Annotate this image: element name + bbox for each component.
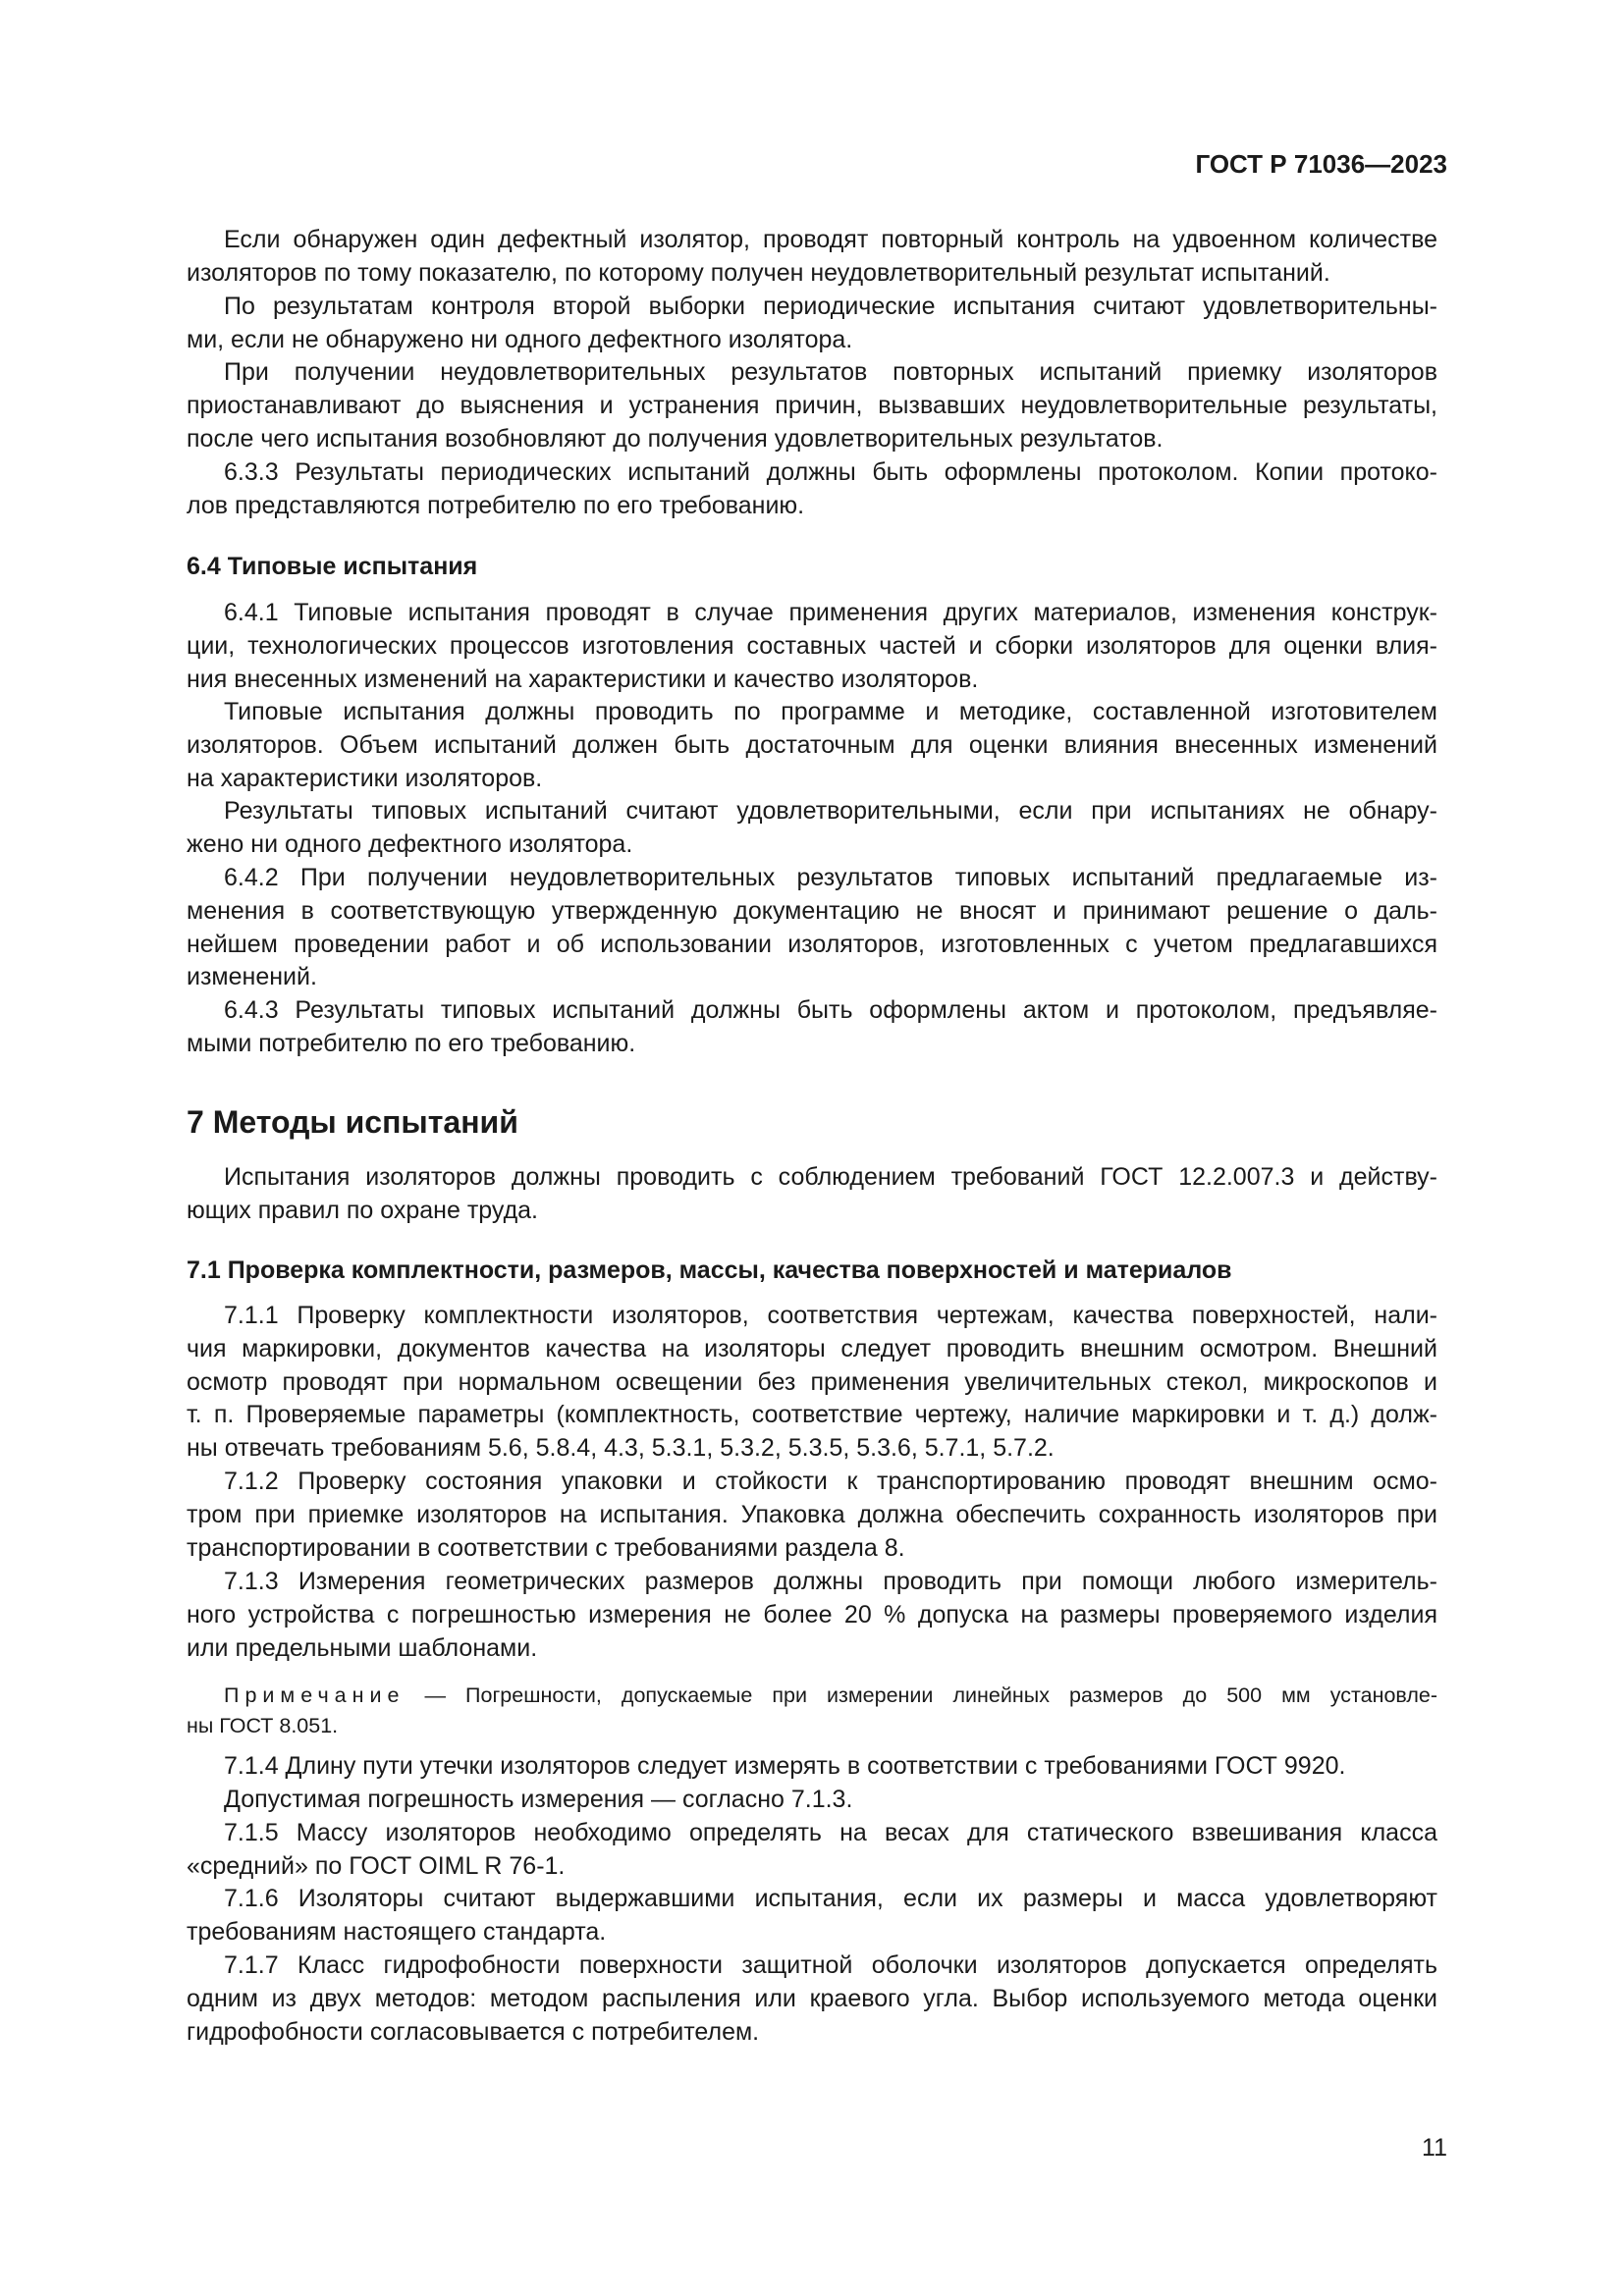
- text-line: т. п. Проверяемые параметры (комплектность, соответствие чертежу, наличие маркировки и т. д.) долж-: [187, 1401, 1437, 1429]
- text-line: 7.1.5 Массу изоляторов необходимо определять на весах для статического взвешивания класса: [224, 1819, 1437, 1846]
- paragraph: [187, 994, 1437, 1061]
- text-line: осмотр проводят при нормальном освещении без применения увеличительных стекол, микроскопов и: [187, 1367, 1437, 1396]
- text-line: 7.1.3 Измерения геометрических размеров должны проводить при помощи любого измеритель-: [224, 1568, 1437, 1595]
- text-line: Испытания изоляторов должны проводить с соблюдением требований ГОСТ 12.2.007.3 и действу-: [224, 1163, 1437, 1191]
- paragraph: [187, 862, 1437, 994]
- text-line: 6.4.3 Результаты типовых испытаний должны быть оформлены актом и протоколом, предъявляе-: [224, 996, 1437, 1024]
- paragraph: [187, 597, 1437, 696]
- paragraph: [187, 1949, 1437, 2049]
- text-line: Результаты типовых испытаний считают удовлетворительными, если при испытаниях не обнару-: [224, 797, 1437, 825]
- text-line: ного устройства с погрешностью измерения не более 20 % допуска на размеры проверяемого изделия: [187, 1600, 1437, 1629]
- text-line: При получении неудовлетворительных результатов повторных испытаний приемку изоляторов: [224, 358, 1437, 386]
- paragraph: [187, 1566, 1437, 1665]
- text-line: ции, технологических процессов изготовления составных частей и сборки изоляторов для оценки влия-: [187, 631, 1437, 660]
- text-line: менения в соответствующую утвержденную документацию не вносят и принимают решение о даль-: [187, 896, 1437, 925]
- text-line: 7.1.6 Изоляторы считают выдержавшими испытания, если их размеры и масса удовлетворяют: [224, 1885, 1437, 1912]
- text-line: требованиям настоящего стандарта.: [187, 1917, 607, 1946]
- paragraph: [187, 1161, 1437, 1228]
- text-line: одним из двух методов: методом распыления или краевого угла. Выбор используемого метода оценки: [187, 1984, 1437, 2012]
- text-line: Типовые испытания должны проводить по программе и методике, составленной изготовителем: [224, 698, 1437, 725]
- text-line: 6.4.2 При получении неудовлетворительных результатов типовых испытаний предлагаемые из-: [224, 864, 1437, 891]
- paragraph: [187, 1883, 1437, 1949]
- text-line: на характеристики изоляторов.: [187, 764, 543, 792]
- note-text: — Погрешности, допускаемые при измерении линейных размеров до 500 мм установле-: [405, 1683, 1437, 1707]
- text-line: 6.4.1 Типовые испытания проводят в случае применения других материалов, изменения конструк-: [224, 599, 1437, 626]
- paragraph: [187, 1300, 1437, 1466]
- note-label: Примечание: [224, 1683, 406, 1707]
- text-line: изоляторов по тому показателю, по которому получен неудовлетворительный результат испытаний.: [187, 258, 1330, 287]
- paragraph: [187, 356, 1437, 455]
- section-heading-6-4: 6.4 Типовые испытания: [187, 553, 478, 580]
- text-line: Если обнаружен один дефектный изолятор, проводят повторный контроль на удвоенном количестве: [224, 226, 1437, 253]
- paragraph: [187, 795, 1437, 862]
- text-line: изменений.: [187, 963, 317, 991]
- text-line: ющих правил по охране труда.: [187, 1196, 539, 1224]
- text-line: лов представляются потребителю по его требованию.: [187, 491, 805, 519]
- text-line: или предельными шаблонами.: [187, 1633, 538, 1662]
- paragraph: [187, 224, 1437, 291]
- text-line: По результатам контроля второй выборки периодические испытания считают удовлетворительны-: [224, 293, 1437, 320]
- note: [187, 1681, 1437, 1741]
- paragraph: [187, 291, 1437, 357]
- section-heading-7-1: 7.1 Проверка комплектности, размеров, массы, качества поверхностей и материалов: [187, 1256, 1232, 1284]
- text-line: ны отвечать требованиям 5.6, 5.8.4, 4.3, 5.3.1, 5.3.2, 5.3.5, 5.3.6, 5.7.1, 5.7.2.: [187, 1434, 1055, 1463]
- paragraph: [187, 1466, 1437, 1565]
- paragraph: [187, 456, 1437, 523]
- paragraph: [187, 696, 1437, 795]
- text-line: 6.3.3 Результаты периодических испытаний должны быть оформлены протоколом. Копии протоко-: [224, 458, 1437, 486]
- standard-number: ГОСТ Р 71036—2023: [1195, 149, 1447, 179]
- text-line: после чего испытания возобновляют до получения удовлетворительных результатов.: [187, 424, 1164, 453]
- text-line: 7.1.7 Класс гидрофобности поверхности защитной оболочки изоляторов допускается определять: [224, 1951, 1437, 1979]
- section-heading-7: 7 Методы испытаний: [187, 1104, 518, 1140]
- text-line: жено ни одного дефектного изолятора.: [187, 829, 633, 858]
- page-number: 11: [1422, 2134, 1447, 2162]
- text-line: приостанавливают до выяснения и устранения причин, вызвавших неудовлетворительные результаты,: [187, 391, 1437, 419]
- paragraph: [187, 1817, 1437, 1884]
- text-line: ния внесенных изменений на характеристики и качество изоляторов.: [187, 665, 979, 693]
- text-line: Допустимая погрешность измерения — согласно 7.1.3.: [224, 1786, 853, 1813]
- text-line: гидрофобности согласовывается с потребителем.: [187, 2017, 760, 2046]
- text-line: изоляторов. Объем испытаний должен быть достаточным для оценки влияния внесенных изменений: [187, 730, 1437, 759]
- text-line: тром при приемке изоляторов на испытания. Упаковка должна обеспечить сохранность изоляторов при: [187, 1500, 1437, 1528]
- paragraph: [187, 1784, 1437, 1817]
- note-text-end: ны ГОСТ 8.051.: [187, 1714, 339, 1737]
- text-line: мыми потребителю по его требованию.: [187, 1029, 636, 1057]
- text-line: чия маркировки, документов качества на изоляторы следует проводить внешним осмотром. Внешний: [187, 1334, 1437, 1362]
- text-line: 7.1.4 Длину пути утечки изоляторов следует измерять в соответствии с требованиями ГОСТ 9920.: [224, 1752, 1346, 1780]
- text-line: 7.1.2 Проверку состояния упаковки и стойкости к транспортированию проводят внешним осмо-: [224, 1468, 1437, 1495]
- text-line: 7.1.1 Проверку комплектности изоляторов, соответствия чертежам, качества поверхностей, нали-: [224, 1302, 1437, 1329]
- text-line: ми, если не обнаружено ни одного дефектного изолятора.: [187, 325, 853, 353]
- text-line: нейшем проведении работ и об использовании изоляторов, изготовленных с учетом предлагавшихся: [187, 930, 1437, 958]
- text-line: транспортировании в соответствии с требованиями раздела 8.: [187, 1533, 905, 1562]
- paragraph: [187, 1750, 1437, 1784]
- text-line: «средний» по ГОСТ OIML R 76-1.: [187, 1851, 566, 1880]
